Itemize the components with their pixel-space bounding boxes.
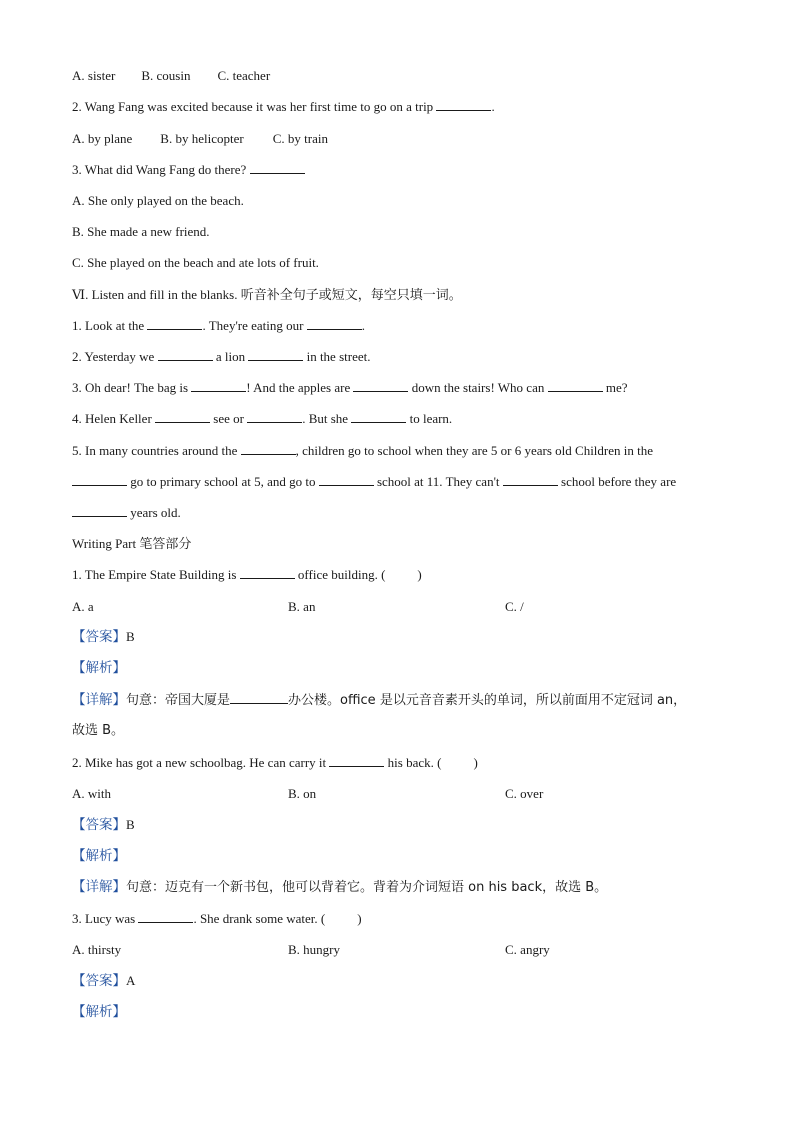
text: down the stairs! Who can xyxy=(411,380,545,395)
text: ! And the apples are xyxy=(246,380,351,395)
text: me? xyxy=(605,380,628,395)
answer-blank xyxy=(503,473,558,486)
text: in the street. xyxy=(306,349,371,364)
answer-blank xyxy=(319,473,374,486)
option-a: A. thirsty xyxy=(72,942,122,957)
detail-label: 【详解】 xyxy=(72,692,126,708)
text: a lion xyxy=(215,349,246,364)
q1-options xyxy=(72,67,270,85)
answer-blank xyxy=(155,410,210,423)
option-b: B. by helicopter xyxy=(160,131,244,146)
section-6-title xyxy=(72,286,462,305)
writing-q3 xyxy=(72,910,362,928)
option-c: C. / xyxy=(505,599,524,614)
text: office building. ( xyxy=(297,567,386,582)
analysis-row-3 xyxy=(72,1003,126,1021)
answer-blank xyxy=(147,317,202,330)
text: 4. Helen Keller xyxy=(72,411,152,426)
text: 5. In many countries around the xyxy=(72,443,238,458)
answer-label: 【答案】 xyxy=(72,973,126,989)
section-title-en: Writing Part xyxy=(72,536,137,551)
text: 2. Mike has got a new schoolbag. He can carry it xyxy=(72,755,327,770)
detail-label: 【详解】 xyxy=(72,879,126,895)
option-c: C. angry xyxy=(505,942,550,957)
q2-options xyxy=(72,130,328,148)
answer-blank xyxy=(436,98,491,111)
answer-blank xyxy=(329,754,384,767)
text: to learn. xyxy=(409,411,453,426)
text: 办公楼。office 是以元音音素开头的单词，所以前面用不定冠词 an， xyxy=(288,693,687,708)
fill-5-line1 xyxy=(72,442,653,460)
text: 句意：帝国大厦是 xyxy=(126,693,231,708)
answer-blank xyxy=(72,504,127,517)
answer-blank xyxy=(248,348,303,361)
analysis-row-2 xyxy=(72,847,126,865)
answer-blank xyxy=(353,379,408,392)
text: . She drank some water. ( xyxy=(193,911,326,926)
text: 3. Lucy was xyxy=(72,911,136,926)
text: . But she xyxy=(302,411,349,426)
text: see or xyxy=(213,411,244,426)
answer-blank xyxy=(351,410,406,423)
answer-label: 【答案】 xyxy=(72,817,126,833)
text: school at 11. They can't xyxy=(376,474,500,489)
text: school before they are xyxy=(561,474,677,489)
question-text: 2. Wang Fang was excited because it was her first time to go on a trip xyxy=(72,99,434,114)
option-c: C. by train xyxy=(272,131,328,146)
text: . xyxy=(361,318,365,333)
text: 3. Oh dear! The bag is xyxy=(72,380,189,395)
detail-row-2 xyxy=(72,878,607,897)
option-b: B. She made a new friend. xyxy=(72,224,210,239)
fill-2 xyxy=(72,348,370,366)
answer-blank xyxy=(307,317,362,330)
fill-5-line3 xyxy=(72,504,181,522)
option-a: A. by plane xyxy=(72,131,133,146)
option-a: A. sister xyxy=(72,68,116,83)
text: 句意：迈克有一个新书包，他可以背着它。背着为介词短语 on his back，故选 B。 xyxy=(126,880,608,895)
text: 1. The Empire State Building is xyxy=(72,567,237,582)
answer-blank xyxy=(240,566,295,579)
writing-part-title xyxy=(72,535,191,554)
answer-value: B xyxy=(126,629,135,644)
question-3 xyxy=(72,161,305,179)
answer-blank xyxy=(158,348,213,361)
answer-blank xyxy=(250,161,305,174)
fill-3 xyxy=(72,379,628,397)
detail-row-1-cont: 故选 B。 xyxy=(72,723,125,738)
answer-blank xyxy=(247,410,302,423)
answer-value: B xyxy=(126,817,135,832)
option-b: B. an xyxy=(288,599,316,614)
question-2 xyxy=(72,98,495,116)
option-c: C. teacher xyxy=(217,68,271,83)
answer-blank xyxy=(548,379,603,392)
answer-row-3 xyxy=(72,972,135,990)
text: 1. Look at the xyxy=(72,318,145,333)
text: years old. xyxy=(130,505,181,520)
section-title-en: Ⅵ. Listen and fill in the blanks. xyxy=(72,287,238,302)
option-a: A. with xyxy=(72,786,111,801)
fill-1 xyxy=(72,317,365,335)
text: ) xyxy=(417,567,422,582)
fill-4 xyxy=(72,410,452,428)
text: go to primary school at 5, and go to xyxy=(130,474,316,489)
writing-q2 xyxy=(72,754,478,772)
analysis-label: 【解析】 xyxy=(72,848,126,864)
answer-blank xyxy=(241,442,296,455)
answer-blank xyxy=(72,473,127,486)
answer-value: A xyxy=(126,973,136,988)
answer-label: 【答案】 xyxy=(72,629,126,645)
fill-5-line2 xyxy=(72,473,676,491)
text: 2. Yesterday we xyxy=(72,349,155,364)
text: his back. ( xyxy=(387,755,442,770)
answer-row-2 xyxy=(72,816,135,834)
text: ) xyxy=(357,911,362,926)
option-c: C. She played on the beach and ate lots of fruit. xyxy=(72,255,319,270)
option-a: A. a xyxy=(72,599,94,614)
writing-q1 xyxy=(72,566,422,584)
answer-row-1 xyxy=(72,628,135,646)
answer-blank xyxy=(191,379,246,392)
text: . They're eating our xyxy=(202,318,304,333)
punct: . xyxy=(491,99,495,114)
text: ) xyxy=(473,755,478,770)
option-b: B. hungry xyxy=(288,942,340,957)
option-c: C. over xyxy=(505,786,544,801)
section-title-cn: 听音补全句子或短文，每空只填一词。 xyxy=(240,288,462,303)
text: , children go to school when they are 5 or 6 years old Children in the xyxy=(295,443,654,458)
question-text: 3. What did Wang Fang do there? xyxy=(72,162,247,177)
section-title-cn: 笔答部分 xyxy=(139,537,192,552)
answer-blank xyxy=(138,910,193,923)
analysis-label: 【解析】 xyxy=(72,660,126,676)
option-b: B. on xyxy=(288,786,317,801)
detail-row-1 xyxy=(72,691,686,710)
analysis-row-1 xyxy=(72,659,126,677)
option-b: B. cousin xyxy=(141,68,191,83)
analysis-label: 【解析】 xyxy=(72,1004,126,1020)
option-a: A. She only played on the beach. xyxy=(72,193,244,208)
answer-blank xyxy=(230,691,288,704)
